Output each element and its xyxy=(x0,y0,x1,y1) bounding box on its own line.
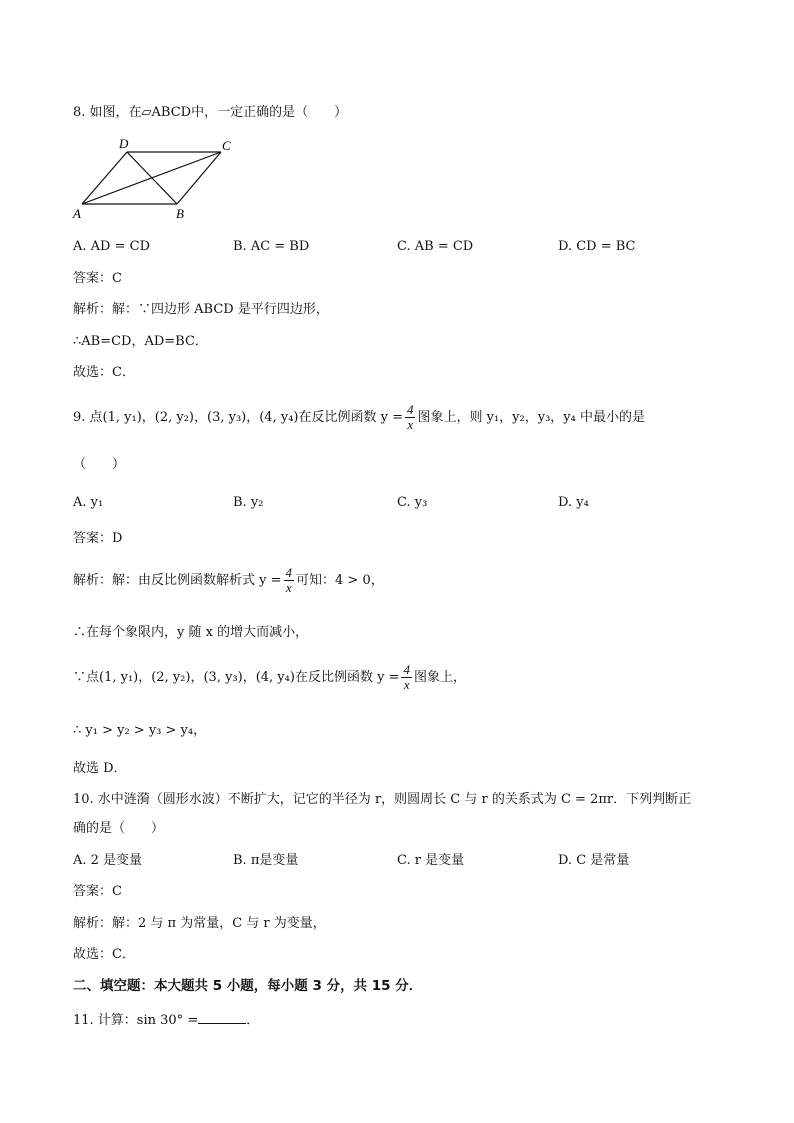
q8-answer: 答案：C xyxy=(73,271,122,286)
q9-option-b: B. y₂ xyxy=(233,495,264,510)
q9-analysis-fraction xyxy=(284,566,295,595)
q8-option-c: C. AB = CD xyxy=(397,239,474,254)
q9-fraction xyxy=(405,403,416,432)
q8-analysis-1: 解析：解：∵四边形 ABCD 是平行四边形， xyxy=(73,302,329,317)
vertex-label-c: C xyxy=(222,138,231,153)
frac-denominator: x xyxy=(285,580,292,595)
answer-blank[interactable] xyxy=(198,1009,246,1024)
q9-analysis-4: ∴ y₁ > y₂ > y₃ > y₄， xyxy=(73,723,207,738)
vertex-label-a: A xyxy=(73,206,81,221)
q10-answer: 答案：C xyxy=(73,884,122,899)
q10-option-d: D. C 是常量 xyxy=(558,853,630,868)
q10-analysis-1: 解析：解：2 与 π 为常量，C 与 r 为变量， xyxy=(73,916,326,931)
q10-option-b: B. π是变量 xyxy=(233,853,299,868)
frac-denominator: x xyxy=(403,677,410,692)
q10-option-c: C. r 是变量 xyxy=(397,853,465,868)
q9-analysis-3 xyxy=(73,663,466,692)
q9-stem-post: 图象上，则 y₁，y₂，y₃，y₄ 中最小的是 xyxy=(417,410,645,425)
section-heading: 二、填空题：本大题共 5 小题，每小题 3 分，共 15 分． xyxy=(73,978,423,994)
frac-numerator: 4 xyxy=(285,565,293,580)
q9-analysis-1-post: 可知：4 > 0， xyxy=(296,573,384,588)
q9-option-d: D. y₄ xyxy=(558,495,589,510)
frac-numerator: 4 xyxy=(406,402,414,417)
q9-analysis-3-post: 图象上， xyxy=(413,670,466,685)
q8-analysis-2: ∴AB=CD，AD=BC． xyxy=(73,334,208,349)
q9-analysis-2: ∴在每个象限内，y 随 x 的增大而减小， xyxy=(73,625,309,640)
q9-stem-pre: 9. 点(1, y₁)，(2, y₂)，(3, y₃)，(4, y₄)在反比例函数 y = xyxy=(73,410,403,425)
q9-answer: 答案：D xyxy=(73,531,123,546)
q9-analysis-1-pre: 解析：解：由反比例函数解析式 y = xyxy=(73,573,282,588)
q9-analysis-1 xyxy=(73,566,384,595)
q11-stem-post: ． xyxy=(246,1013,260,1028)
q9-analysis-3-pre: ∵点(1, y₁)，(2, y₂)，(3, y₃)，(4, y₄)在反比例函数 y = xyxy=(73,670,400,685)
q9-analysis-5: 故选 D． xyxy=(73,761,127,776)
vertex-label-b: B xyxy=(176,206,184,221)
q10-analysis-2: 故选：C． xyxy=(73,947,135,962)
frac-numerator: 4 xyxy=(403,662,410,677)
frac-denominator: x xyxy=(407,417,414,432)
q8-option-d: D. CD = BC xyxy=(558,239,636,254)
q11-stem xyxy=(73,1009,259,1030)
q9-stem-paren: （ ） xyxy=(73,457,126,472)
q8-analysis-3: 故选：C． xyxy=(73,365,135,380)
q9-analysis-3-fraction xyxy=(401,663,412,692)
q10-stem-line-2: 确的是（ ） xyxy=(73,821,165,836)
q9-option-c: C. y₃ xyxy=(397,495,428,510)
q10-stem-line-1: 10. 水中涟漪（圆形水波）不断扩大，记它的半径为 r，则圆周长 C 与 r 的关系式为 C = 2πr．下列判断正 xyxy=(73,792,692,807)
q11-stem-pre: 11. 计算：sin 30° = xyxy=(73,1013,199,1028)
vertex-label-d: D xyxy=(119,136,129,151)
q9-option-a: A. y₁ xyxy=(73,495,104,510)
q9-stem xyxy=(73,403,645,432)
q8-option-a: A. AD = CD xyxy=(73,239,150,254)
q8-option-b: B. AC = BD xyxy=(233,239,310,254)
q10-option-a: A. 2 是变量 xyxy=(73,853,143,868)
q8-stem: 8. 如图，在▱ABCD中，一定正确的是（ ） xyxy=(73,105,348,120)
parallelogram-figure xyxy=(70,134,240,224)
